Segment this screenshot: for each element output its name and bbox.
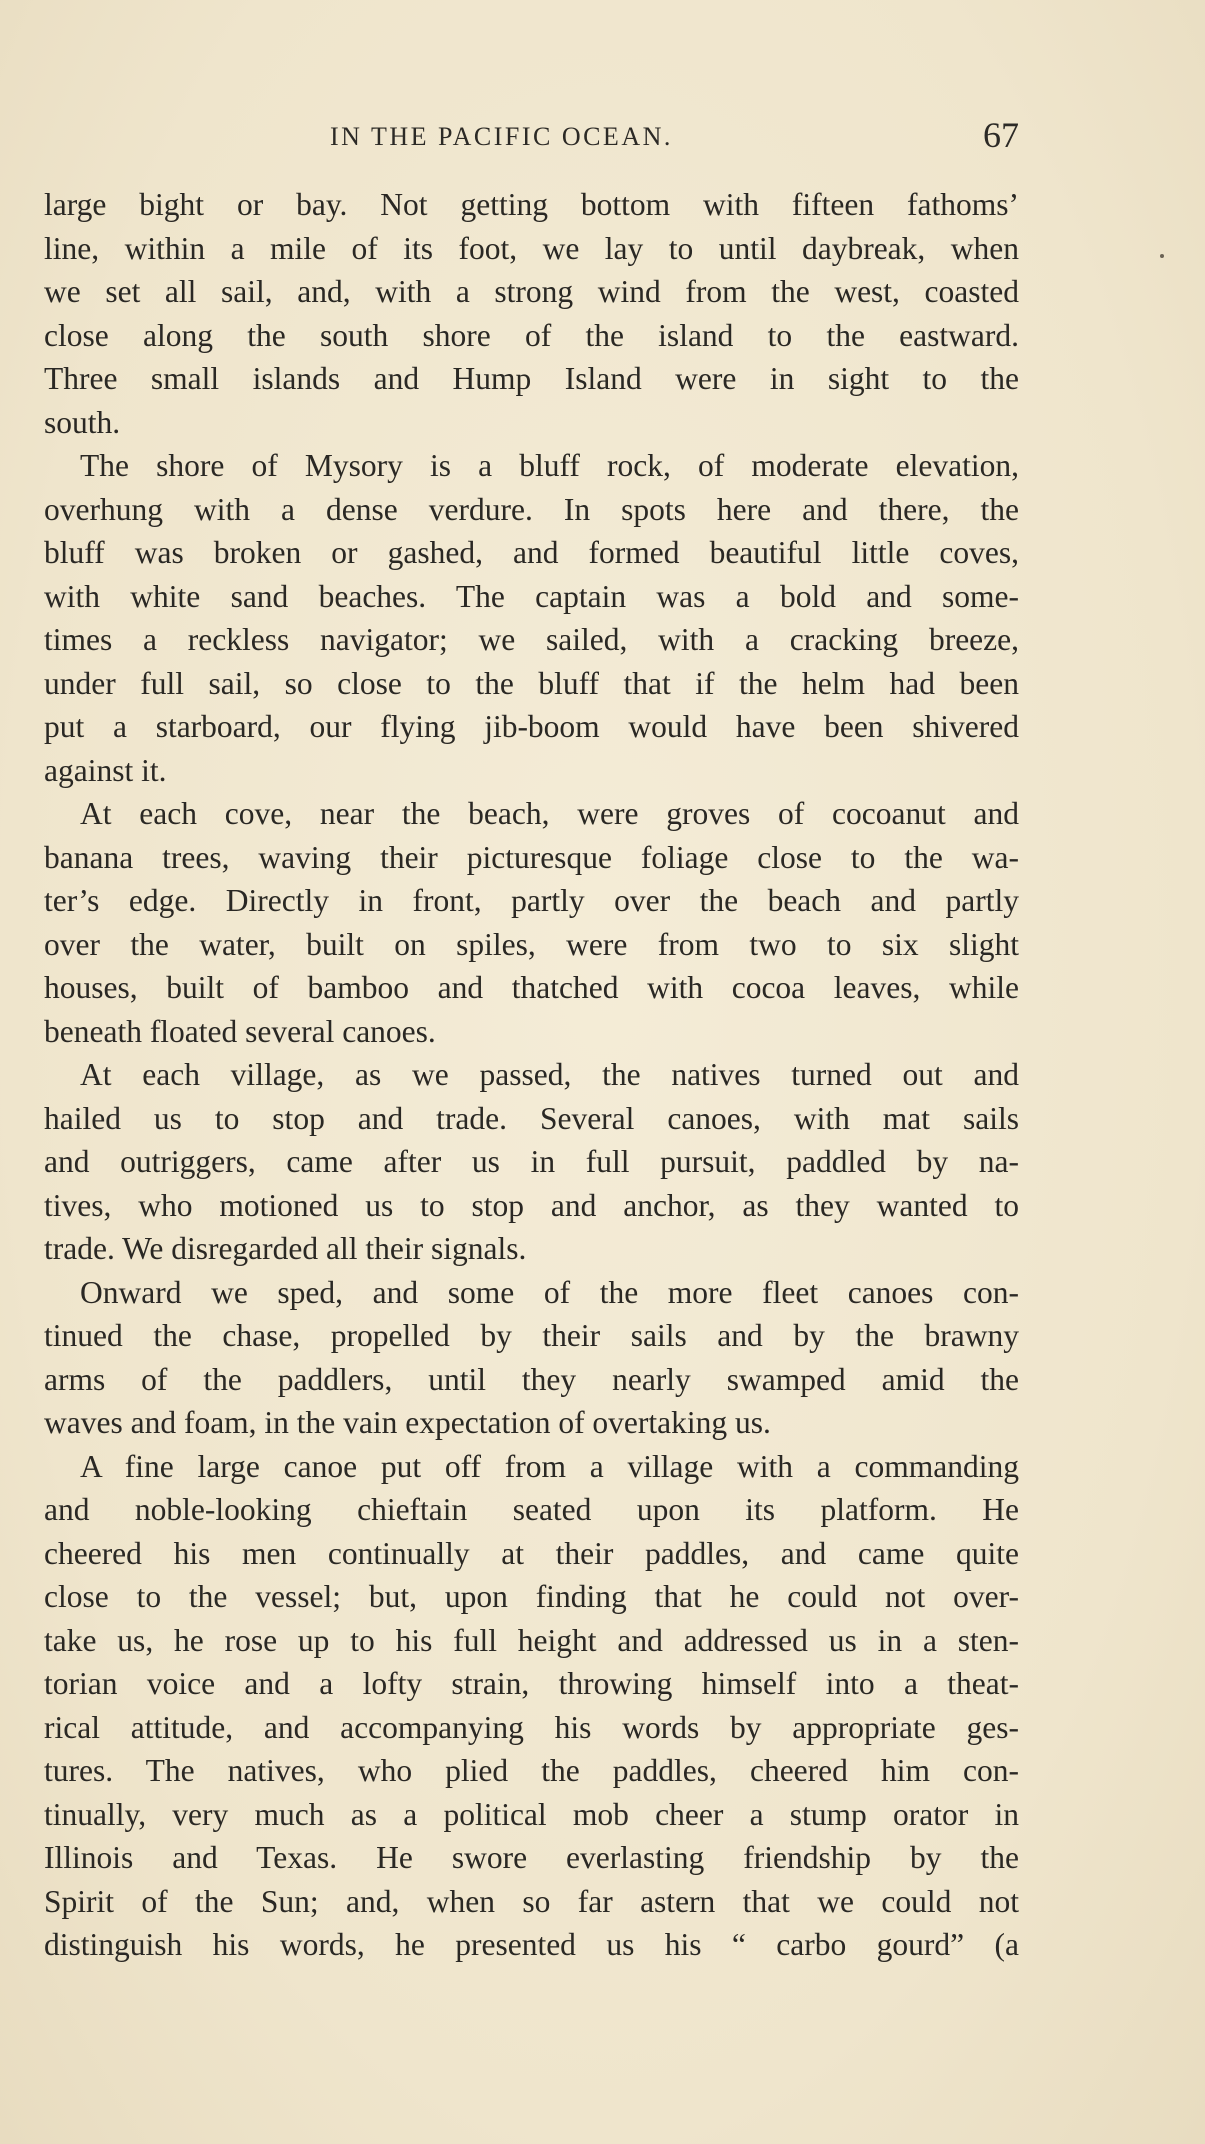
- text-line: beneath floated several canoes.: [44, 1013, 436, 1049]
- text-line: over the water, built on spiles, were from two to six slight: [44, 926, 1019, 962]
- text-line: tures. The natives, who plied the paddles, cheered him con-: [44, 1753, 1019, 1788]
- text-line: tinued the chase, propelled by their sails and by the brawny: [44, 1318, 1019, 1353]
- text-line: take us, he rose up to his full height and addressed us in a sten-: [44, 1622, 1019, 1658]
- text-line: tives, who motioned us to stop and anchor, as they wanted to: [44, 1187, 1019, 1223]
- text-line: and noble-looking chieftain seated upon its platform. He: [44, 1492, 1019, 1527]
- page-number: 67: [983, 115, 1019, 155]
- ink-speck: [1160, 254, 1164, 258]
- text-line: close to the vessel; but, upon finding that he could not over-: [44, 1579, 1019, 1614]
- text-line: and outriggers, came after us in full pursuit, paddled by na-: [44, 1144, 1019, 1179]
- text-line: houses, built of bamboo and thatched with cocoa leaves, while: [44, 970, 1019, 1005]
- page-header: [44, 115, 1019, 158]
- text-line: distinguish his words, he presented us his “ carbo gourd” (a: [44, 1927, 1019, 1962]
- text-line: bluff was broken or gashed, and formed beautiful little coves,: [44, 535, 1019, 570]
- text-line: against it.: [44, 752, 167, 788]
- text-line: under full sail, so close to the bluff that if the helm had been: [44, 665, 1019, 701]
- text-line: close along the south shore of the island to the eastward.: [44, 317, 1019, 353]
- text-line: trade. We disregarded all their signals.: [44, 1231, 527, 1266]
- text-line: with white sand beaches. The captain was a bold and some-: [44, 578, 1019, 614]
- text-line: put a starboard, our flying jib-boom would have been shivered: [44, 709, 1019, 744]
- text-line: large bight or bay. Not getting bottom with fifteen fathoms’: [44, 187, 1019, 222]
- text-line: overhung with a dense verdure. In spots here and there, the: [44, 491, 1019, 527]
- running-head: IN THE PACIFIC OCEAN.: [330, 122, 673, 151]
- text-line: The shore of Mysory is a bluff rock, of moderate elevation,: [80, 448, 1019, 483]
- text-line: At each village, as we passed, the natives turned out and: [80, 1057, 1019, 1092]
- text-line: rical attitude, and accompanying his words by appropriate ges-: [44, 1709, 1019, 1745]
- text-line: waves and foam, in the vain expectation of overtaking us.: [44, 1405, 771, 1440]
- text-line: times a reckless navigator; we sailed, with a cracking breeze,: [44, 622, 1019, 657]
- text-line: Illinois and Texas. He swore everlasting friendship by the: [44, 1840, 1019, 1875]
- text-line: south.: [44, 404, 121, 440]
- text-line: torian voice and a lofty strain, throwing himself into a theat-: [44, 1666, 1019, 1701]
- text-line: hailed us to stop and trade. Several canoes, with mat sails: [44, 1100, 1019, 1136]
- text-line: Onward we sped, and some of the more fleet canoes con-: [80, 1274, 1019, 1310]
- text-line: At each cove, near the beach, were groves of cocoanut and: [80, 796, 1019, 831]
- text-line: banana trees, waving their picturesque foliage close to the wa-: [44, 839, 1019, 875]
- text-line: Spirit of the Sun; and, when so far astern that we could not: [44, 1883, 1019, 1919]
- text-line: Three small islands and Hump Island were in sight to the: [44, 361, 1019, 396]
- text-line: line, within a mile of its foot, we lay to until daybreak, when: [44, 230, 1019, 266]
- text-line: A fine large canoe put off from a village with a commanding: [80, 1448, 1019, 1484]
- text-line: cheered his men continually at their paddles, and came quite: [44, 1535, 1019, 1571]
- text-line: we set all sail, and, with a strong wind from the west, coasted: [44, 274, 1019, 309]
- text-line: ter’s edge. Directly in front, partly over the beach and partly: [44, 883, 1019, 918]
- text-line: arms of the paddlers, until they nearly swamped amid the: [44, 1361, 1019, 1397]
- text-line: tinually, very much as a political mob cheer a stump orator in: [44, 1796, 1019, 1832]
- body-text: [44, 183, 1019, 1967]
